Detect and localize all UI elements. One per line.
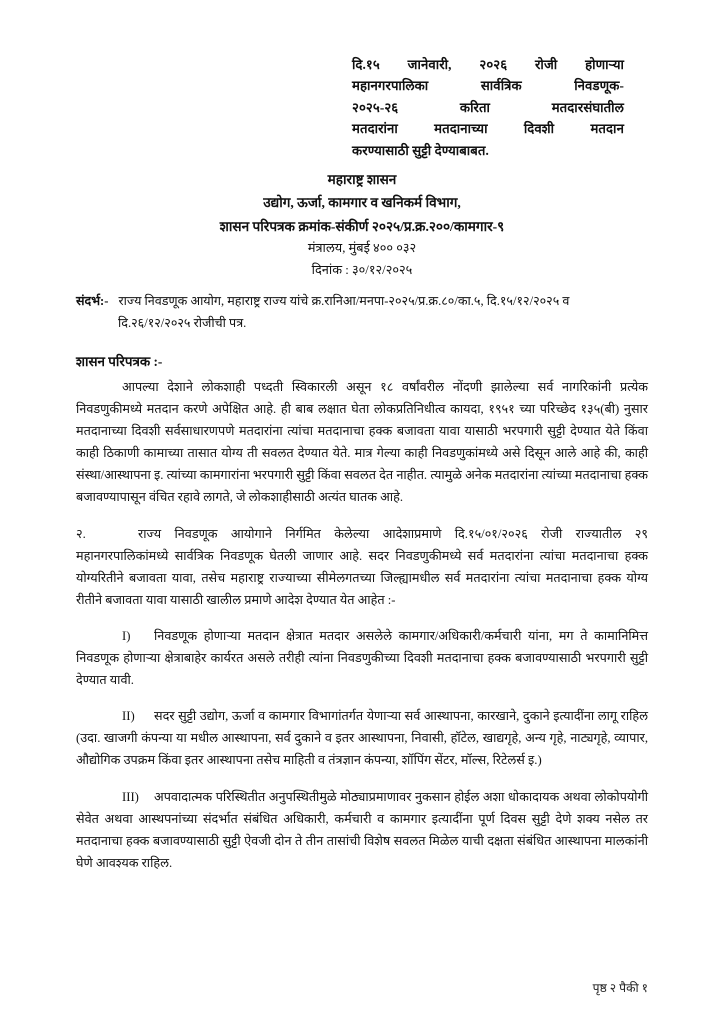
circular-number: शासन परिपत्रक क्रमांक-संकीर्ण २०२५/प्र.क्र.२००/कामगार-९ (219, 218, 505, 234)
paragraph-2-text: राज्य निवडणूक आयोगाने निर्गमित केलेल्या आदेशाप्रमाणे दि.१५/०१/२०२६ रोजी राज्यातील २९ महानगरपालिकांमध्ये सार्वत्रिक निवडणूक घेतली जाणार आहे. सदर निवडणुकीमध्ये सर्व मतदारांना त्यांचा मतदानाचा हक्क योग्यरितीने बजावता यावा, तसेच महाराष्ट्र राज्याच्या सीमेलगतच्या जिल्ह्यामधील सर्व मतदारांना त्यांचा मतदानाचा हक्क योग्य रीतीने बजावता यावा यासाठी खालील प्रमाणे आदेश देण्यात येत आहेत :- (76, 526, 648, 607)
paragraph-1 (76, 376, 648, 509)
reference-line-1 (76, 290, 648, 312)
document-body (76, 376, 648, 888)
paragraph-5 (76, 786, 648, 874)
subject-line-4: मतदारांना मतदानाच्या दिवशी मतदान (352, 121, 624, 137)
paragraph-4-text: सदर सुट्टी उद्योग, ऊर्जा व कामगार विभागांतर्गत येणाऱ्या सर्व आस्थापना, कारखाने, दुकाने इत्यादींना लागू राहिल (उदा. खाजगी कंपन्या या मधील आस्थापना, सर्व दुकाने व इतर आस्थापना, निवासी, हॉटेल, खाद्यगृहे, अन्य गृहे, नाट्यगृहे, व्यापार, औद्योगिक उपक्रम किंवा इतर आस्थापना तसेच माहिती व तंत्रज्ञान कंपन्या, शॉपिंग सेंटर, मॉल्स, रिटेलर्स इ.) (76, 709, 648, 768)
paragraph-2 (76, 523, 648, 611)
department-name: उद्योग, ऊर्जा, कामगार व खनिकर्म विभाग, (263, 195, 461, 211)
office-address: मंत्रालय, मुंबई ४०० ०३२ (307, 241, 417, 256)
paragraph-3-text: निवडणूक होणाऱ्या मतदान क्षेत्रात मतदार असलेले कामगार/अधिकारी/कर्मचारी यांना, मग ते कामानिमित्त निवडणूक होणाऱ्या क्षेत्राबाहेर कार्यरत असले तरीही त्यांना निवडणुकीच्या दिवशी मतदानाचा हक्क बजावण्यासाठी भरपगारी सुट्टी देण्यात यावी. (76, 628, 648, 688)
subject-line-2: महानगरपालिका सार्वत्रिक निवडणूक- (352, 78, 624, 94)
paragraph-4 (76, 705, 648, 771)
reference-block (76, 290, 648, 334)
circular-date: दिनांक : ३०/१२/२०२५ (311, 262, 413, 277)
paragraph-4-marker: II) (122, 709, 135, 724)
paragraph-5-marker: III) (122, 789, 139, 804)
subject-line-3: २०२५-२६ करिता मतदारसंघातील (352, 99, 624, 115)
paragraph-1-text: आपल्या देशाने लोकशाही पध्दती स्विकारली असून १८ वर्षांवरील नोंदणी झालेल्या सर्व नागरिकांनी प्रत्येक निवडणुकीमध्ये मतदान करणे अपेक्षित आहे. ही बाब लक्षात घेता लोकप्रतिनिधीत्व कायदा, १९५१ च्या परिच्छेद १३५(बी) नुसार मतदानाच्या दिवशी सर्वसाधारणपणे मतदारांना त्यांचा मतदानाचा हक्क बजावता यावा यासाठी भरपगारी सुट्टी देण्यात येते किंवा काही ठिकाणी कामाच्या तासात योग्य ती सवलत देण्यात येते. मात्र गेल्या काही निवडणुकांमध्ये असे दिसून आले आहे की, काही संस्था/आस्थापना इ. त्यांच्या कामगारांना भरपगारी सुट्टी किंवा सवलत देत नाहीत. त्यामुळे अनेक मतदारांना त्यांच्या मतदानाचा हक्क बजावण्यापासून वंचित रहावे लागते, जे लोकशाहीसाठी अत्यंत घातक आहे. (76, 380, 648, 505)
reference-text-1: राज्य निवडणूक आयोग, महाराष्ट्र राज्य यांचे क्र.रानिआ/मनपा-२०२५/प्र.क्र.८०/का.५, दि.१५/१२/२०२५ व (118, 294, 570, 308)
government-header (76, 168, 648, 281)
reference-line-2: दि.२६/१२/२०२५ रोजीची पत्र. (118, 316, 247, 331)
paragraph-3-marker: I) (122, 628, 131, 643)
circular-heading: शासन परिपत्रक :- (76, 354, 163, 369)
subject-block (352, 54, 624, 161)
gov-name: महाराष्ट्र शासन (327, 172, 397, 187)
subject-line-5: करण्यासाठी सुट्टी देण्याबाबत. (352, 142, 489, 158)
paragraph-3 (76, 625, 648, 691)
paragraph-2-marker: २. (76, 526, 86, 541)
subject-line-1: दि.१५ जानेवारी, २०२६ रोजी होणाऱ्या (352, 57, 624, 72)
reference-label: संदर्भ:- (76, 294, 109, 308)
page-footer: पृष्ठ २ पैकी १ (592, 981, 648, 995)
paragraph-5-text: अपवादात्मक परिस्थितीत अनुपस्थितीमुळे मोठ्याप्रमाणावर नुकसान होईल अशा धोकादायक अथवा लोकोपयोगी सेवेत अथवा आस्थपनांच्या संदर्भात संबंधित अधिकारी, कर्मचारी व कामगार इत्यादींना पूर्ण दिवस सुट्टी देणे शक्य नसेल तर मतदानाचा हक्क बजावण्यासाठी सुट्टी ऐवजी दोन ते तीन तासांची विशेष सवलत मिळेल याची दक्षता संबंधित आस्थापना मालकांनी घेणे आवश्यक राहिल. (76, 789, 648, 870)
